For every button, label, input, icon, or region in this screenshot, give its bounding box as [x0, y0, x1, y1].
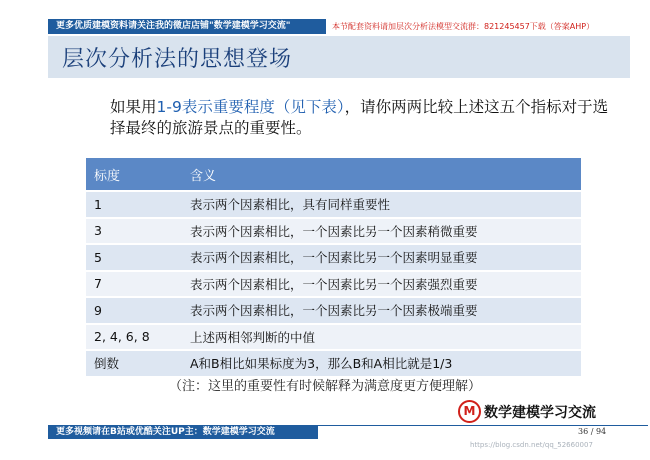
meaning-cell: 表示两个因素相比，一个因素比另一个因素强烈重要: [182, 271, 581, 298]
logo-m-icon: M: [458, 400, 481, 423]
brand-logo: [458, 400, 596, 423]
meaning-cell: 表示两个因素相比，一个因素比另一个因素极端重要: [182, 297, 581, 324]
table-row: [86, 350, 581, 376]
intro-prefix: 如果用: [110, 98, 157, 116]
meaning-cell: 表示两个因素相比，具有同样重要性: [182, 191, 581, 218]
scale-cell: 2, 4, 6, 8: [86, 324, 182, 351]
scale-cell: 9: [86, 297, 182, 324]
scale-cell: 倒数: [86, 350, 182, 376]
table-row: [86, 218, 581, 245]
meaning-cell: 表示两个因素相比，一个因素比另一个因素稍微重要: [182, 218, 581, 245]
slide-title: 层次分析法的思想登场: [62, 47, 293, 72]
intro-suffix: ，请你两两比较上述这五个指标对于选择最终的旅游景点的重要性。: [110, 98, 609, 137]
logo-text: 数学建模学习交流: [484, 404, 596, 421]
title-band: [48, 36, 630, 78]
bottom-banner: [48, 425, 648, 439]
importance-scale-table: [86, 158, 581, 376]
header-shop-banner: 更多优质建模资料请关注我的微店店铺"数学建模学习交流": [48, 19, 326, 34]
top-banner: [48, 19, 649, 34]
scale-cell: 1: [86, 191, 182, 218]
meaning-cell: 上述两相邻判断的中值: [182, 324, 581, 351]
scale-cell: 7: [86, 271, 182, 298]
header-group-notice: 本节配套资料请加层次分析法模型交流群：821245457下载（答案AHP）: [332, 22, 595, 31]
table-row: [86, 271, 581, 298]
scale-cell: 3: [86, 218, 182, 245]
footer-video-banner: 更多视频请在B站或优酷关注UP主：数学建模学习交流: [48, 426, 318, 439]
watermark: https://blog.csdn.net/qq_52660007: [470, 441, 593, 449]
header-meaning: 含义: [182, 158, 581, 191]
intro-highlight: 1-9表示重要程度（见下表）: [156, 98, 345, 116]
scale-cell: 5: [86, 244, 182, 271]
page-number: 36 / 94: [578, 427, 607, 436]
footnote: （注：这里的重要性有时候解释为满意度更方便理解）: [168, 379, 481, 394]
meaning-cell: 表示两个因素相比，一个因素比另一个因素明显重要: [182, 244, 581, 271]
header-scale: 标度: [86, 158, 182, 191]
table-row: [86, 324, 581, 351]
table-header-row: [86, 158, 581, 191]
table-row: [86, 244, 581, 271]
intro-paragraph: [110, 97, 610, 139]
table-row: [86, 297, 581, 324]
table-row: [86, 191, 581, 218]
meaning-cell: A和B相比如果标度为3，那么B和A相比就是1/3: [182, 350, 581, 376]
